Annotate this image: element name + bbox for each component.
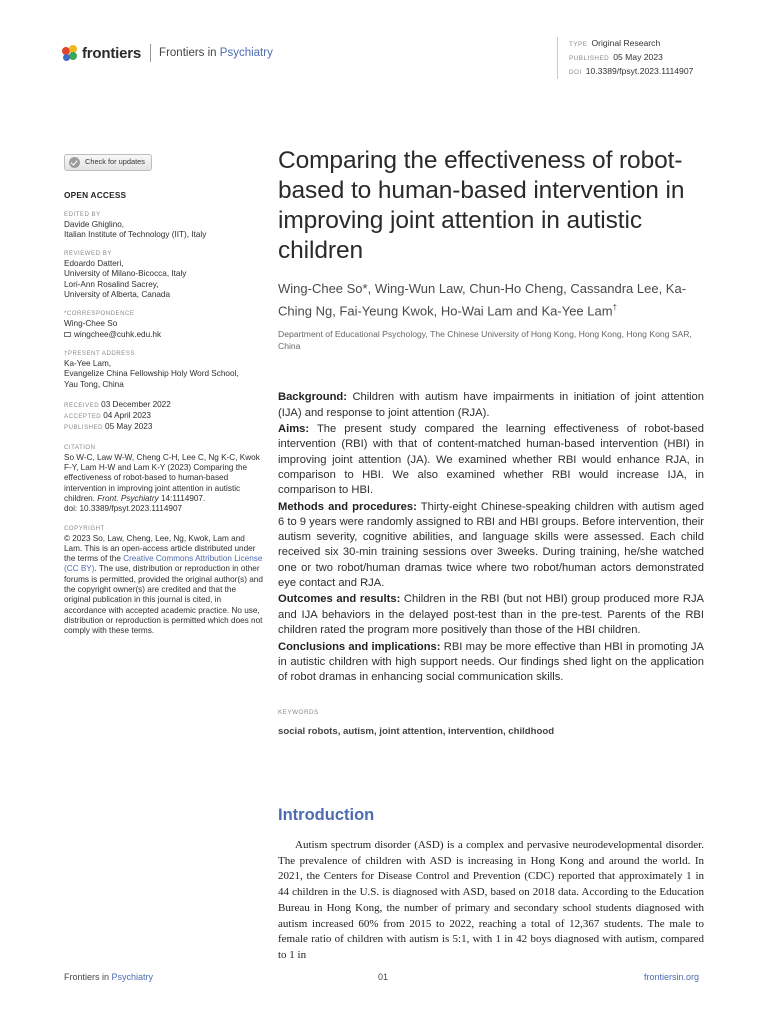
abstract-outcomes: Outcomes and results: Children in the RBI (but not HBI) group produced more RJA and IJA behaviors in the delayed post-test than in the pre-test. Parents of the RBI children rated the program more positively than those of the HBI children. — [278, 593, 704, 636]
citation-doi[interactable]: doi: 10.3389/fpsyt.2023.1114907 — [64, 504, 183, 514]
brand-name[interactable]: frontiers — [82, 44, 142, 62]
footer-journal[interactable]: Frontiers in Psychiatry — [64, 972, 154, 982]
article-sidebar: Check for updates OPEN ACCESS EDITED BY Davide Ghiglino, Italian Institute of Technology (IIT), Italy REVIEWED BY Edoardo Datteri, University of Milano-Bicocca, Italy Lori-Ann Rosalind Sacrey, University of Alberta, Canada *CORRESPONDENCE Wing-Chee So wingchee@cuhk.edu.hk †PRESENT ADDRESS Ka-Yee Lam, Evangelize China Fellowship Holy Word School, Yau Tong, China RECEIVED 03 December 2022 ACCEPTED 04 April 2023 PUBLISHED 05 May 2023 CITATION So W-C, Law W-W, Cheng C-H, Lee C, Ng K-C, Kwok F-Y, Lam H-W and Lam K-Y (2023) Comparing the effectiveness of robot-based to human-based intervention in improving joint attention in autistic children. Front. Psychiatry 14:1114907. doi: 10.3389/fpsyt.2023.1114907 COPYRIGHT © 2023 So, Law, Cheng, Lee, Ng, Kwok, Lam and Lam. This is an open-access article distributed under the terms of the Creative Commons Attribution License (CC BY). The use, distribution or reproduction in other forums is permitted, provided the original author(s) and the copyright owner(s) are credited and that the original publication in this journal is cited, in accordance with accepted academic practice. No use, distribution or reproduction is permitted which does not comply with these terms. — [64, 153, 264, 637]
abstract-aims: Aims: The present study compared the learning effectiveness of robot-based intervention (RBI) with that of content-matched human-based intervention (HBI) in improving joint attention (JA). We examined whether RBI would enhance RJA, in comparison to HBI. We also examined whether RBI would increase IJA, in comparison to HBI. — [278, 423, 704, 497]
page-number: 01 — [378, 972, 389, 982]
introduction-text: Autism spectrum disorder (ASD) is a complex and pervasive neurodevelopmental disorder. The prevalence of children with ASD is increasing in Hong Kong and around the world. In 2021, the Centers for Disease Control and Prevention (CDC) reported that approximately 1 in 44 children in the U.S. is diagnosed with ASD, based on 2018 data. According to the Education Bureau in Hong Kong, the number of primary and secondary school students diagnosed with autism increased 60% from 2015 to 2022, reaching a total of 12,367 students. The male to female ratio of children with autism is 5:1, with 1 in 42 boys diagnosed with autism, compared to 1 in — [278, 839, 704, 961]
keywords-label: KEYWORDS — [278, 709, 319, 717]
published-date: 05 May 2023 — [613, 52, 663, 62]
article-type: Original Research — [591, 38, 661, 48]
reviewer-info: Edoardo Datteri, University of Milano-Bicocca, Italy Lori-Ann Rosalind Sacrey, University of Alberta, Canada — [64, 259, 187, 300]
check-icon — [69, 157, 80, 168]
correspondence-info: Wing-Chee So wingchee@cuhk.edu.hk — [64, 319, 162, 339]
citation-text: So W-C, Law W-W, Cheng C-H, Lee C, Ng K-C, Kwok F-Y, Lam H-W and Lam K-Y (2023) Comparing the effectiveness of robot-based to human-based intervention in improving joint attention in autistic children. Front. Psychiatry 14:1114907. doi: 10.3389/fpsyt.2023.1114907 — [64, 453, 264, 515]
present-address-info: Ka-Yee Lam, Evangelize China Fellowship Holy Word School, Yau Tong, China — [64, 358, 239, 389]
article-main — [278, 146, 704, 737]
correspondence-email-link[interactable]: wingchee@cuhk.edu.hk — [74, 329, 162, 339]
article-meta: TYPE Original Research PUBLISHED 05 May 2023 DOI 10.3389/fpsyt.2023.1114907 — [557, 37, 693, 79]
copyright-text: © 2023 So, Law, Cheng, Lee, Ng, Kwok, Lam and Lam. This is an open-access article distributed under the terms of the Creative Commons Attribution License (CC BY). The use, distribution or reproduction in other forums is permitted, provided the original author(s) and the copyright owner(s) are credited and that the original publication in this journal is cited, in accordance with accepted academic practice. No use, distribution or reproduction is permitted which does not comply with these terms. — [64, 533, 263, 636]
open-access-label: OPEN ACCESS — [64, 190, 127, 201]
check-for-updates-button[interactable]: Check for updates — [64, 154, 152, 171]
header-divider — [150, 44, 151, 62]
frontiers-logo-icon — [62, 45, 78, 61]
affiliation: Department of Educational Psychology, The Chinese University of Hong Kong, Hong Kong, Hong Kong SAR, China — [278, 329, 692, 351]
page-header — [62, 38, 273, 68]
cc-license-link[interactable]: Creative Commons Attribution License (CC BY) — [64, 554, 263, 574]
article-dates: RECEIVED 03 December 2022 ACCEPTED 04 April 2023 PUBLISHED 05 May 2023 — [64, 399, 171, 432]
introduction-heading: Introduction — [278, 806, 375, 824]
email-icon — [64, 332, 71, 337]
footer-site-link[interactable]: frontiersin.org — [644, 972, 700, 982]
abstract-methods: Methods and procedures: Thirty-eight Chinese-speaking children with autism aged 6 to 9 years were randomly assigned to RBI and HBI groups. Before intervention, their autism severity, cognitive abilities, and language skills were assessed. Each child received six 30-min training sessions over 3weeks. During training, he/she watched one or two robot/human dramas twice where two robot/human actors demonstrated eye contact and RJA. — [278, 500, 704, 589]
keywords: social robots, autism, joint attention, intervention, childhood — [278, 726, 555, 738]
journal-name[interactable]: Frontiers in Psychiatry — [159, 47, 273, 59]
abstract-conclusions: Conclusions and implications: RBI may be more effective than HBI in promoting JA in autistic children with high support needs. Our findings shed light on the application of robot dramas in enhancing social communication skills. — [278, 640, 704, 683]
author-list: Wing-Chee So*, Wing-Wun Law, Chun-Ho Cheng, Cassandra Lee, Ka-Ching Ng, Fai-Yeung Kwok, Ho-Wai Lam and Ka-Yee Lam† — [278, 281, 687, 319]
article-title: Comparing the effectiveness of robot-based to human-based intervention in improving joint attention in autistic children — [278, 147, 685, 264]
editor-info: Davide Ghiglino, Italian Institute of Technology (IIT), Italy — [64, 219, 207, 239]
doi-link[interactable]: 10.3389/fpsyt.2023.1114907 — [585, 66, 694, 76]
abstract-background: Background: Children with autism have impairments in initiation of joint attention (IJA) and response to joint attention (RJA). — [278, 391, 704, 419]
abstract — [278, 390, 704, 685]
